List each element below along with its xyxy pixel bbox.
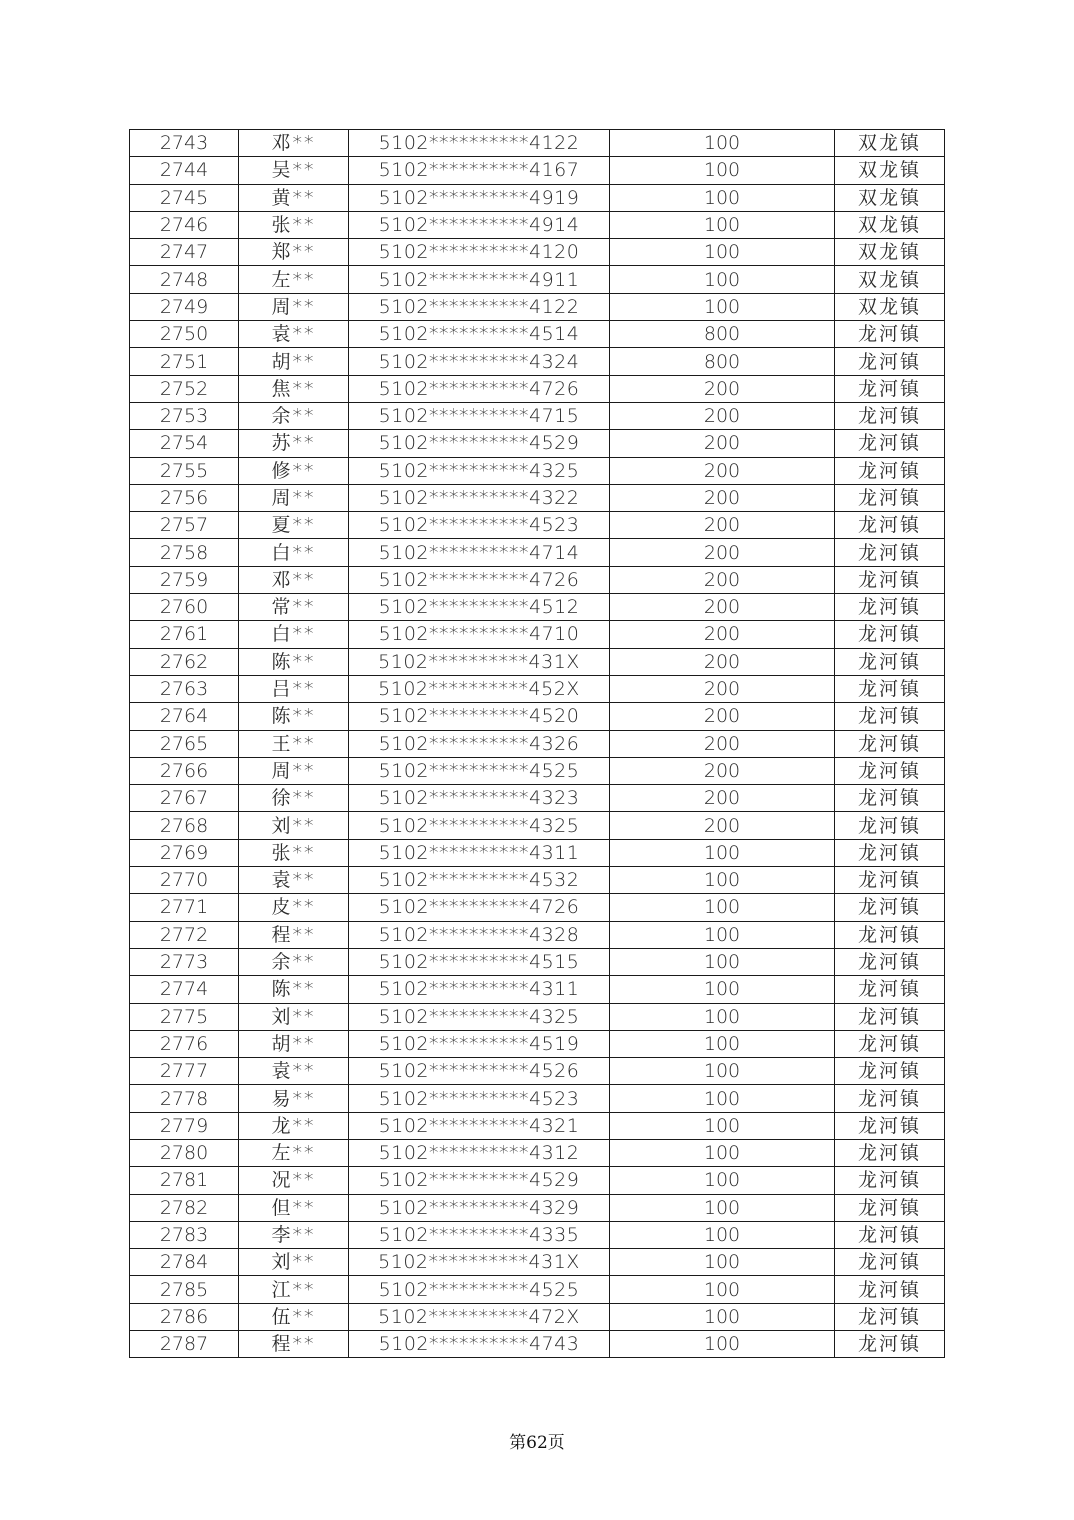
name-cell: 余**: [239, 402, 349, 429]
town-cell: 龙河镇: [835, 484, 945, 511]
table-row: [130, 211, 945, 238]
name-cell: 但**: [239, 1194, 349, 1221]
table-row: [130, 1058, 945, 1085]
serial-number-cell: 2760: [130, 594, 239, 621]
amount-cell: 100: [610, 130, 835, 157]
table-row: [130, 730, 945, 757]
serial-number-cell: 2786: [130, 1303, 239, 1330]
id-number-cell: 5102**********4525: [349, 757, 610, 784]
id-number-cell: 5102**********472X: [349, 1303, 610, 1330]
serial-number-cell: 2762: [130, 648, 239, 675]
table-row: [130, 1249, 945, 1276]
serial-number-cell: 2743: [130, 130, 239, 157]
name-cell: 张**: [239, 839, 349, 866]
id-number-cell: 5102**********4714: [349, 539, 610, 566]
serial-number-cell: 2749: [130, 293, 239, 320]
name-cell: 易**: [239, 1085, 349, 1112]
table-row: [130, 757, 945, 784]
table-row: [130, 266, 945, 293]
amount-cell: 100: [610, 211, 835, 238]
id-number-cell: 5102**********4321: [349, 1112, 610, 1139]
table-row: [130, 1003, 945, 1030]
serial-number-cell: 2758: [130, 539, 239, 566]
id-number-cell: 5102**********4122: [349, 293, 610, 320]
name-cell: 邓**: [239, 130, 349, 157]
table-row: [130, 1331, 945, 1358]
id-number-cell: 5102**********4715: [349, 402, 610, 429]
serial-number-cell: 2769: [130, 839, 239, 866]
name-cell: 况**: [239, 1167, 349, 1194]
name-cell: 郑**: [239, 239, 349, 266]
id-number-cell: 5102**********4515: [349, 948, 610, 975]
roster-table: [129, 129, 945, 1358]
name-cell: 邓**: [239, 566, 349, 593]
town-cell: 龙河镇: [835, 948, 945, 975]
amount-cell: 200: [610, 457, 835, 484]
name-cell: 陈**: [239, 648, 349, 675]
name-cell: 陈**: [239, 976, 349, 1003]
town-cell: 龙河镇: [835, 430, 945, 457]
amount-cell: 200: [610, 484, 835, 511]
table-row: [130, 1112, 945, 1139]
amount-cell: 100: [610, 1194, 835, 1221]
table-row: [130, 321, 945, 348]
table-row: [130, 812, 945, 839]
table-row: [130, 594, 945, 621]
serial-number-cell: 2744: [130, 157, 239, 184]
id-number-cell: 5102**********4726: [349, 894, 610, 921]
name-cell: 刘**: [239, 1003, 349, 1030]
id-number-cell: 5102**********4532: [349, 867, 610, 894]
serial-number-cell: 2747: [130, 239, 239, 266]
town-cell: 龙河镇: [835, 921, 945, 948]
amount-cell: 100: [610, 266, 835, 293]
id-number-cell: 5102**********4311: [349, 839, 610, 866]
serial-number-cell: 2787: [130, 1331, 239, 1358]
table-row: [130, 484, 945, 511]
table-row: [130, 293, 945, 320]
serial-number-cell: 2764: [130, 703, 239, 730]
serial-number-cell: 2773: [130, 948, 239, 975]
name-cell: 李**: [239, 1221, 349, 1248]
name-cell: 程**: [239, 921, 349, 948]
serial-number-cell: 2768: [130, 812, 239, 839]
amount-cell: 200: [610, 512, 835, 539]
id-number-cell: 5102**********4919: [349, 184, 610, 211]
serial-number-cell: 2759: [130, 566, 239, 593]
name-cell: 吕**: [239, 675, 349, 702]
town-cell: 龙河镇: [835, 675, 945, 702]
table-row: [130, 1221, 945, 1248]
serial-number-cell: 2754: [130, 430, 239, 457]
serial-number-cell: 2772: [130, 921, 239, 948]
amount-cell: 100: [610, 1303, 835, 1330]
amount-cell: 100: [610, 1003, 835, 1030]
id-number-cell: 5102**********4911: [349, 266, 610, 293]
id-number-cell: 5102**********4520: [349, 703, 610, 730]
town-cell: 龙河镇: [835, 812, 945, 839]
town-cell: 龙河镇: [835, 976, 945, 1003]
town-cell: 双龙镇: [835, 184, 945, 211]
id-number-cell: 5102**********4325: [349, 457, 610, 484]
amount-cell: 200: [610, 648, 835, 675]
amount-cell: 200: [610, 675, 835, 702]
id-number-cell: 5102**********431X: [349, 1249, 610, 1276]
town-cell: 龙河镇: [835, 1003, 945, 1030]
amount-cell: 100: [610, 921, 835, 948]
roster-table-body: [130, 130, 945, 1358]
name-cell: 袁**: [239, 1058, 349, 1085]
table-row: [130, 239, 945, 266]
table-row: [130, 894, 945, 921]
name-cell: 龙**: [239, 1112, 349, 1139]
town-cell: 龙河镇: [835, 757, 945, 784]
table-row: [130, 867, 945, 894]
town-cell: 龙河镇: [835, 621, 945, 648]
amount-cell: 200: [610, 785, 835, 812]
id-number-cell: 5102**********4914: [349, 211, 610, 238]
table-row: [130, 375, 945, 402]
amount-cell: 800: [610, 348, 835, 375]
serial-number-cell: 2765: [130, 730, 239, 757]
table-row: [130, 457, 945, 484]
table-row: [130, 157, 945, 184]
serial-number-cell: 2775: [130, 1003, 239, 1030]
amount-cell: 100: [610, 839, 835, 866]
amount-cell: 100: [610, 293, 835, 320]
name-cell: 常**: [239, 594, 349, 621]
name-cell: 胡**: [239, 348, 349, 375]
id-number-cell: 5102**********4325: [349, 1003, 610, 1030]
id-number-cell: 5102**********452X: [349, 675, 610, 702]
amount-cell: 100: [610, 1221, 835, 1248]
town-cell: 龙河镇: [835, 1030, 945, 1057]
serial-number-cell: 2745: [130, 184, 239, 211]
id-number-cell: 5102**********4312: [349, 1139, 610, 1166]
id-number-cell: 5102**********4323: [349, 785, 610, 812]
name-cell: 陈**: [239, 703, 349, 730]
table-row: [130, 1167, 945, 1194]
amount-cell: 100: [610, 1139, 835, 1166]
table-row: [130, 839, 945, 866]
table-row: [130, 184, 945, 211]
name-cell: 周**: [239, 293, 349, 320]
amount-cell: 800: [610, 321, 835, 348]
amount-cell: 100: [610, 894, 835, 921]
serial-number-cell: 2746: [130, 211, 239, 238]
amount-cell: 200: [610, 757, 835, 784]
amount-cell: 200: [610, 594, 835, 621]
id-number-cell: 5102**********4529: [349, 1167, 610, 1194]
id-number-cell: 5102**********4167: [349, 157, 610, 184]
amount-cell: 100: [610, 184, 835, 211]
name-cell: 程**: [239, 1331, 349, 1358]
town-cell: 龙河镇: [835, 839, 945, 866]
id-number-cell: 5102**********4726: [349, 375, 610, 402]
amount-cell: 200: [610, 703, 835, 730]
serial-number-cell: 2766: [130, 757, 239, 784]
name-cell: 修**: [239, 457, 349, 484]
town-cell: 龙河镇: [835, 1167, 945, 1194]
town-cell: 龙河镇: [835, 457, 945, 484]
id-number-cell: 5102**********4519: [349, 1030, 610, 1057]
serial-number-cell: 2756: [130, 484, 239, 511]
id-number-cell: 5102**********4335: [349, 1221, 610, 1248]
serial-number-cell: 2757: [130, 512, 239, 539]
amount-cell: 100: [610, 976, 835, 1003]
name-cell: 焦**: [239, 375, 349, 402]
page-number: 第62页: [509, 1433, 565, 1453]
id-number-cell: 5102**********4743: [349, 1331, 610, 1358]
id-number-cell: 5102**********4512: [349, 594, 610, 621]
amount-cell: 100: [610, 239, 835, 266]
town-cell: 龙河镇: [835, 894, 945, 921]
table-row: [130, 130, 945, 157]
name-cell: 袁**: [239, 867, 349, 894]
serial-number-cell: 2750: [130, 321, 239, 348]
town-cell: 龙河镇: [835, 402, 945, 429]
name-cell: 黄**: [239, 184, 349, 211]
amount-cell: 100: [610, 867, 835, 894]
id-number-cell: 5102**********4710: [349, 621, 610, 648]
id-number-cell: 5102**********4525: [349, 1276, 610, 1303]
amount-cell: 200: [610, 730, 835, 757]
town-cell: 双龙镇: [835, 211, 945, 238]
serial-number-cell: 2780: [130, 1139, 239, 1166]
town-cell: 龙河镇: [835, 1303, 945, 1330]
town-cell: 龙河镇: [835, 1249, 945, 1276]
id-number-cell: 5102**********4526: [349, 1058, 610, 1085]
table-row: [130, 648, 945, 675]
name-cell: 左**: [239, 1139, 349, 1166]
table-row: [130, 430, 945, 457]
table-row: [130, 1085, 945, 1112]
town-cell: 龙河镇: [835, 512, 945, 539]
amount-cell: 100: [610, 1167, 835, 1194]
amount-cell: 100: [610, 1085, 835, 1112]
id-number-cell: 5102**********4514: [349, 321, 610, 348]
name-cell: 夏**: [239, 512, 349, 539]
name-cell: 伍**: [239, 1303, 349, 1330]
name-cell: 胡**: [239, 1030, 349, 1057]
name-cell: 吴**: [239, 157, 349, 184]
town-cell: 龙河镇: [835, 730, 945, 757]
table-row: [130, 1030, 945, 1057]
serial-number-cell: 2755: [130, 457, 239, 484]
amount-cell: 100: [610, 1030, 835, 1057]
name-cell: 袁**: [239, 321, 349, 348]
id-number-cell: 5102**********4324: [349, 348, 610, 375]
serial-number-cell: 2748: [130, 266, 239, 293]
serial-number-cell: 2763: [130, 675, 239, 702]
amount-cell: 100: [610, 948, 835, 975]
serial-number-cell: 2784: [130, 1249, 239, 1276]
table-row: [130, 1139, 945, 1166]
table-row: [130, 402, 945, 429]
id-number-cell: 5102**********4523: [349, 512, 610, 539]
amount-cell: 200: [610, 566, 835, 593]
id-number-cell: 5102**********4322: [349, 484, 610, 511]
table-row: [130, 621, 945, 648]
amount-cell: 100: [610, 1249, 835, 1276]
serial-number-cell: 2779: [130, 1112, 239, 1139]
serial-number-cell: 2783: [130, 1221, 239, 1248]
table-row: [130, 785, 945, 812]
town-cell: 龙河镇: [835, 648, 945, 675]
amount-cell: 200: [610, 375, 835, 402]
serial-number-cell: 2753: [130, 402, 239, 429]
town-cell: 龙河镇: [835, 321, 945, 348]
id-number-cell: 5102**********4311: [349, 976, 610, 1003]
town-cell: 龙河镇: [835, 1112, 945, 1139]
serial-number-cell: 2776: [130, 1030, 239, 1057]
amount-cell: 100: [610, 1331, 835, 1358]
town-cell: 双龙镇: [835, 293, 945, 320]
id-number-cell: 5102**********4329: [349, 1194, 610, 1221]
town-cell: 龙河镇: [835, 1331, 945, 1358]
name-cell: 白**: [239, 621, 349, 648]
town-cell: 龙河镇: [835, 1085, 945, 1112]
table-row: [130, 566, 945, 593]
table-row: [130, 948, 945, 975]
id-number-cell: 5102**********4122: [349, 130, 610, 157]
town-cell: 双龙镇: [835, 130, 945, 157]
name-cell: 苏**: [239, 430, 349, 457]
serial-number-cell: 2777: [130, 1058, 239, 1085]
table-row: [130, 512, 945, 539]
amount-cell: 100: [610, 1112, 835, 1139]
id-number-cell: 5102**********4726: [349, 566, 610, 593]
serial-number-cell: 2752: [130, 375, 239, 402]
name-cell: 皮**: [239, 894, 349, 921]
town-cell: 龙河镇: [835, 539, 945, 566]
table-row: [130, 921, 945, 948]
town-cell: 双龙镇: [835, 239, 945, 266]
amount-cell: 200: [610, 430, 835, 457]
id-number-cell: 5102**********4325: [349, 812, 610, 839]
serial-number-cell: 2751: [130, 348, 239, 375]
amount-cell: 200: [610, 621, 835, 648]
name-cell: 白**: [239, 539, 349, 566]
town-cell: 龙河镇: [835, 1221, 945, 1248]
serial-number-cell: 2771: [130, 894, 239, 921]
town-cell: 双龙镇: [835, 266, 945, 293]
serial-number-cell: 2761: [130, 621, 239, 648]
town-cell: 龙河镇: [835, 375, 945, 402]
name-cell: 周**: [239, 484, 349, 511]
id-number-cell: 5102**********4328: [349, 921, 610, 948]
town-cell: 龙河镇: [835, 594, 945, 621]
serial-number-cell: 2782: [130, 1194, 239, 1221]
serial-number-cell: 2767: [130, 785, 239, 812]
amount-cell: 200: [610, 812, 835, 839]
town-cell: 龙河镇: [835, 1276, 945, 1303]
name-cell: 余**: [239, 948, 349, 975]
name-cell: 刘**: [239, 812, 349, 839]
name-cell: 张**: [239, 211, 349, 238]
amount-cell: 100: [610, 1276, 835, 1303]
serial-number-cell: 2770: [130, 867, 239, 894]
town-cell: 龙河镇: [835, 785, 945, 812]
table-row: [130, 1276, 945, 1303]
name-cell: 徐**: [239, 785, 349, 812]
table-row: [130, 976, 945, 1003]
name-cell: 刘**: [239, 1249, 349, 1276]
id-number-cell: 5102**********4523: [349, 1085, 610, 1112]
id-number-cell: 5102**********431X: [349, 648, 610, 675]
town-cell: 双龙镇: [835, 157, 945, 184]
table-row: [130, 1194, 945, 1221]
name-cell: 周**: [239, 757, 349, 784]
name-cell: 王**: [239, 730, 349, 757]
town-cell: 龙河镇: [835, 348, 945, 375]
town-cell: 龙河镇: [835, 566, 945, 593]
name-cell: 左**: [239, 266, 349, 293]
town-cell: 龙河镇: [835, 1058, 945, 1085]
table-row: [130, 348, 945, 375]
table-row: [130, 539, 945, 566]
town-cell: 龙河镇: [835, 1139, 945, 1166]
town-cell: 龙河镇: [835, 703, 945, 730]
amount-cell: 200: [610, 539, 835, 566]
amount-cell: 100: [610, 157, 835, 184]
serial-number-cell: 2778: [130, 1085, 239, 1112]
amount-cell: 200: [610, 402, 835, 429]
serial-number-cell: 2785: [130, 1276, 239, 1303]
id-number-cell: 5102**********4120: [349, 239, 610, 266]
table-row: [130, 703, 945, 730]
table-row: [130, 1303, 945, 1330]
amount-cell: 100: [610, 1058, 835, 1085]
town-cell: 龙河镇: [835, 1194, 945, 1221]
town-cell: 龙河镇: [835, 867, 945, 894]
table-row: [130, 675, 945, 702]
serial-number-cell: 2774: [130, 976, 239, 1003]
id-number-cell: 5102**********4326: [349, 730, 610, 757]
name-cell: 江**: [239, 1276, 349, 1303]
id-number-cell: 5102**********4529: [349, 430, 610, 457]
serial-number-cell: 2781: [130, 1167, 239, 1194]
